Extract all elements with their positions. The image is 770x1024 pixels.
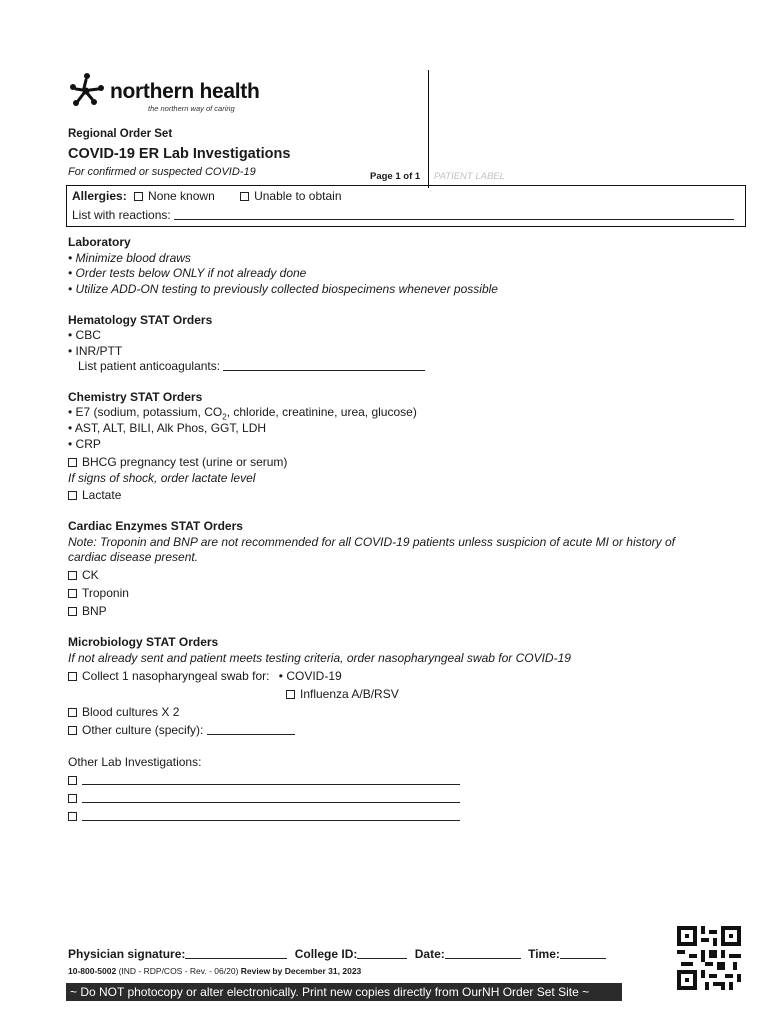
other-culture-field[interactable] xyxy=(207,723,295,735)
page-number: Page 1 of 1 xyxy=(370,171,421,182)
hematology-item: • INR/PTT xyxy=(68,344,123,358)
page-subtitle: For confirmed or suspected COVID-19 xyxy=(68,166,256,178)
order-set-label: Regional Order Set xyxy=(68,128,173,140)
photocopy-warning-banner: ~ Do NOT photocopy or alter electronically. Print new copies directly from OurNH Order Set Site ~ xyxy=(66,983,622,1001)
other-lab-checkbox[interactable] xyxy=(68,794,77,803)
form-revision: (IND - RDP/COS - Rev. - 06/20) xyxy=(118,966,239,976)
other-lab-row xyxy=(68,791,460,805)
physician-signature-field[interactable] xyxy=(185,947,287,959)
lactate-row xyxy=(68,488,121,502)
laboratory-bullet: • Utilize ADD-ON testing to previously collected biospecimens whenever possible xyxy=(68,282,498,296)
microbiology-heading: Microbiology STAT Orders xyxy=(68,635,219,649)
physician-signature-label: Physician signature: xyxy=(68,947,186,961)
other-lab-field[interactable] xyxy=(82,809,460,821)
other-culture-row xyxy=(68,723,295,737)
bullet-text: Minimize blood draws xyxy=(75,251,191,265)
logo-tagline: the northern way of caring xyxy=(148,104,235,113)
none-known-label: None known xyxy=(148,189,215,203)
other-lab-field[interactable] xyxy=(82,791,460,803)
chemistry-heading: Chemistry STAT Orders xyxy=(68,390,203,404)
time-field[interactable] xyxy=(560,947,606,959)
reactions-label: List with reactions: xyxy=(72,208,171,222)
allergies-label: Allergies: xyxy=(72,189,127,203)
chemistry-item: • CRP xyxy=(68,437,101,451)
laboratory-bullet: • Order tests below ONLY if not already done xyxy=(68,266,307,280)
influenza-label: Influenza A/B/RSV xyxy=(300,687,399,701)
bullet-text: Order tests below ONLY if not already done xyxy=(75,266,307,280)
other-lab-row xyxy=(68,773,460,787)
anticoagulants-label: List patient anticoagulants: xyxy=(78,359,221,373)
reactions-field[interactable] xyxy=(174,208,734,220)
covid-bullet: • COVID-19 xyxy=(278,669,342,683)
item-text: CRP xyxy=(75,437,101,451)
ck-row xyxy=(68,568,99,582)
college-id-label: College ID: xyxy=(294,947,358,961)
time-label: Time: xyxy=(528,947,560,961)
other-lab-row xyxy=(68,809,460,823)
logo-name: northern health xyxy=(110,80,260,103)
other-lab-heading: Other Lab Investigations: xyxy=(68,755,202,769)
unable-to-obtain-label: Unable to obtain xyxy=(254,189,342,203)
hematology-item: • CBC xyxy=(68,328,101,342)
bhcg-checkbox[interactable] xyxy=(68,458,77,467)
item-text: E7 (sodium, potassium, CO xyxy=(75,405,223,419)
covid-label: COVID-19 xyxy=(286,669,342,683)
blood-cultures-label: Blood cultures X 2 xyxy=(82,705,180,719)
chemistry-item: • AST, ALT, BILI, Alk Phos, GGT, LDH xyxy=(68,421,267,435)
northern-health-logo-icon xyxy=(64,68,108,112)
item-text: CBC xyxy=(75,328,101,342)
bhcg-row xyxy=(68,455,287,469)
other-lab-field[interactable] xyxy=(82,773,460,785)
patient-label: PATIENT LABEL xyxy=(434,171,505,182)
form-number: 10-800-5002 xyxy=(68,966,117,976)
microbiology-note: If not already sent and patient meets testing criteria, order nasopharyngeal swab for COVID-19 xyxy=(68,651,571,665)
cardiac-note: Note: Troponin and BNP are not recommended for all COVID-19 patients unless suspicion of acute MI or history of xyxy=(68,535,675,549)
lactate-checkbox[interactable] xyxy=(68,491,77,500)
blood-cultures-row xyxy=(68,705,179,719)
influenza-row xyxy=(286,687,399,701)
item-text: INR/PTT xyxy=(75,344,123,358)
chemistry-item-e7: • E7 (sodium, potassium, $CO_2$, chloride, creatinine, urea, glucose) xyxy=(68,405,417,422)
troponin-row xyxy=(68,586,129,600)
date-label: Date: xyxy=(414,947,445,961)
influenza-checkbox[interactable] xyxy=(286,690,295,699)
college-id-field[interactable] xyxy=(357,947,407,959)
swab-checkbox[interactable] xyxy=(68,672,77,681)
lactate-label: Lactate xyxy=(82,488,122,502)
allergies-row xyxy=(72,189,342,203)
swab-row xyxy=(68,669,342,683)
item-text: AST, ALT, BILI, Alk Phos, GGT, LDH xyxy=(74,421,267,435)
header-divider xyxy=(428,70,429,188)
bnp-row xyxy=(68,604,107,618)
anticoagulants-row xyxy=(78,359,425,373)
hematology-heading: Hematology STAT Orders xyxy=(68,313,213,327)
item-text: , chloride, creatinine, urea, glucose) xyxy=(226,405,417,419)
other-lab-checkbox[interactable] xyxy=(68,776,77,785)
laboratory-heading: Laboratory xyxy=(68,235,131,249)
unable-to-obtain-checkbox[interactable] xyxy=(240,192,249,201)
form-code-row xyxy=(68,966,361,976)
ck-checkbox[interactable] xyxy=(68,571,77,580)
bnp-label: BNP xyxy=(82,604,107,618)
other-culture-label: Other culture (specify): xyxy=(82,723,204,737)
review-date: Review by December 31, 2023 xyxy=(240,966,362,976)
page-title: COVID-19 ER Lab Investigations xyxy=(68,146,291,162)
other-culture-checkbox[interactable] xyxy=(68,726,77,735)
bhcg-label: BHCG pregnancy test (urine or serum) xyxy=(82,455,288,469)
signature-row xyxy=(68,947,606,961)
swab-label: Collect 1 nasopharyngeal swab for: xyxy=(82,669,270,683)
cardiac-heading: Cardiac Enzymes STAT Orders xyxy=(68,519,243,533)
date-field[interactable] xyxy=(445,947,521,959)
bullet-text: Utilize ADD-ON testing to previously collected biospecimens whenever possible xyxy=(75,282,498,296)
shock-note: If signs of shock, order lactate level xyxy=(68,471,256,485)
cardiac-note: cardiac disease present. xyxy=(68,550,199,564)
subscript: 2 xyxy=(222,412,227,422)
troponin-checkbox[interactable] xyxy=(68,589,77,598)
reactions-row xyxy=(72,208,734,222)
qr-code-icon xyxy=(677,926,741,990)
none-known-checkbox[interactable] xyxy=(134,192,143,201)
troponin-label: Troponin xyxy=(82,586,129,600)
anticoagulants-field[interactable] xyxy=(223,359,425,371)
ck-label: CK xyxy=(82,568,99,582)
other-lab-checkbox[interactable] xyxy=(68,812,77,821)
blood-cultures-checkbox[interactable] xyxy=(68,708,77,717)
laboratory-bullet: • Minimize blood draws xyxy=(68,251,191,265)
bnp-checkbox[interactable] xyxy=(68,607,77,616)
